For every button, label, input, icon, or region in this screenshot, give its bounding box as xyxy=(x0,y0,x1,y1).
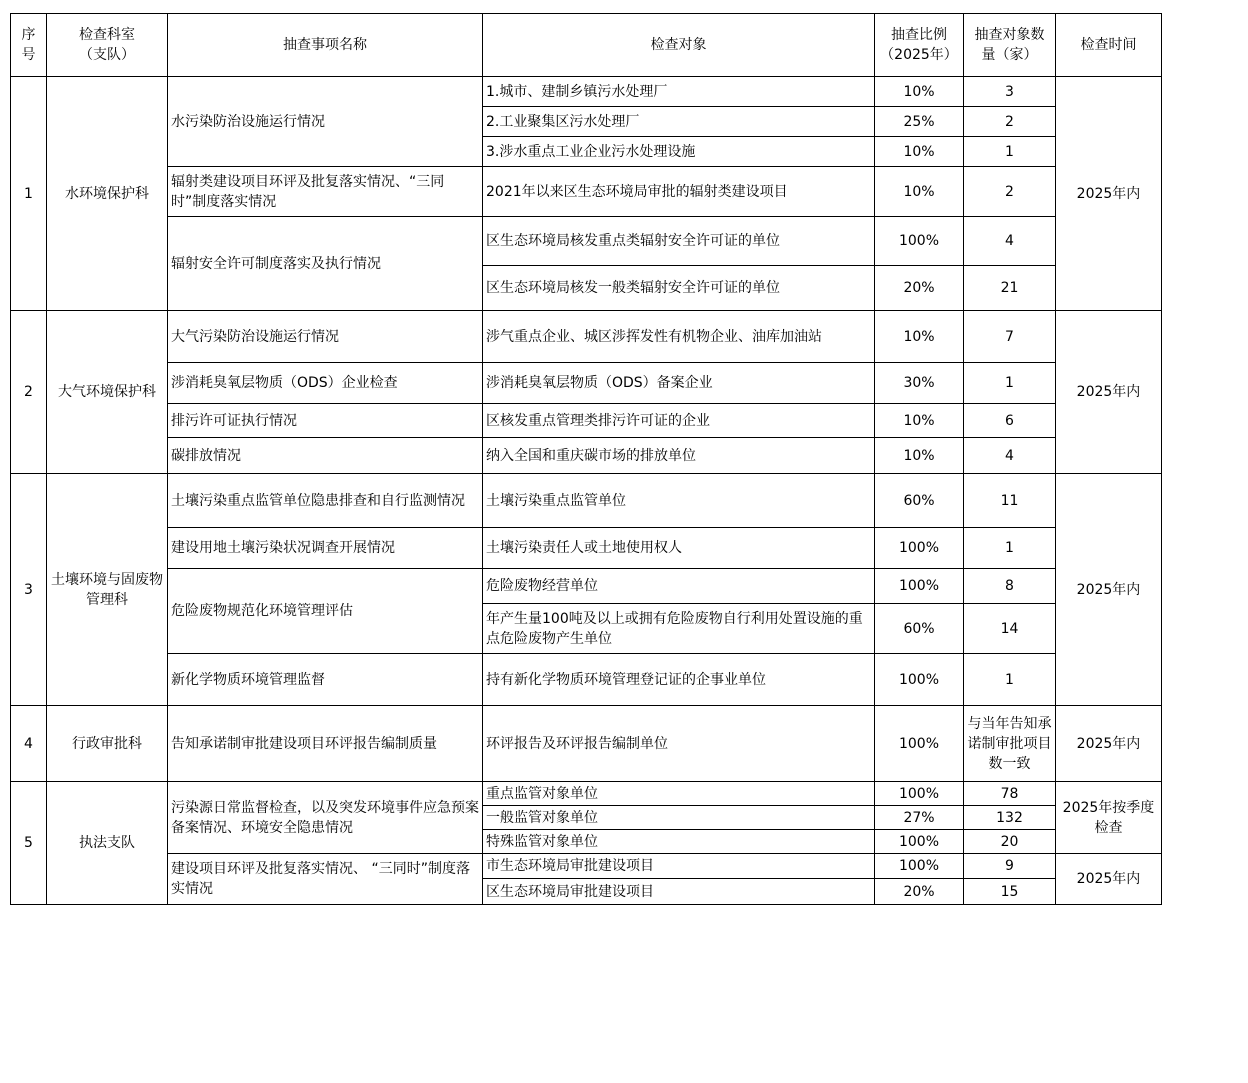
item-name-cell: 大气污染防治设施运行情况 xyxy=(168,311,483,363)
table-row xyxy=(11,706,1162,782)
dept-cell: 行政审批科 xyxy=(47,706,168,782)
item-name-cell: 新化学物质环境管理监督 xyxy=(168,654,483,706)
ratio-cell: 100% xyxy=(875,654,964,706)
count-cell: 3 xyxy=(964,77,1056,107)
ratio-cell: 20% xyxy=(875,266,964,311)
ratio-cell: 10% xyxy=(875,77,964,107)
target-cell: 市生态环境局审批建设项目 xyxy=(483,854,875,879)
ratio-cell: 60% xyxy=(875,474,964,528)
target-cell: 涉消耗臭氧层物质（ODS）备案企业 xyxy=(483,363,875,404)
table-row xyxy=(11,528,1162,569)
table-row xyxy=(11,77,1162,107)
table-row xyxy=(11,404,1162,438)
ratio-cell: 27% xyxy=(875,806,964,830)
count-cell: 11 xyxy=(964,474,1056,528)
count-cell: 1 xyxy=(964,137,1056,167)
table-row xyxy=(11,438,1162,474)
count-cell: 9 xyxy=(964,854,1056,879)
table-row xyxy=(11,363,1162,404)
ratio-cell: 30% xyxy=(875,363,964,404)
item-name-cell: 告知承诺制审批建设项目环评报告编制质量 xyxy=(168,706,483,782)
target-cell: 持有新化学物质环境管理登记证的企事业单位 xyxy=(483,654,875,706)
item-name-cell: 污染源日常监督检查，以及突发环境事件应急预案备案情况、环境安全隐患情况 xyxy=(168,782,483,854)
count-cell: 1 xyxy=(964,363,1056,404)
item-name-cell: 土壤污染重点监管单位隐患排查和自行监测情况 xyxy=(168,474,483,528)
target-cell: 一般监管对象单位 xyxy=(483,806,875,830)
item-name-cell: 辐射安全许可制度落实及执行情况 xyxy=(168,217,483,311)
header-seq: 序 号 xyxy=(11,14,47,77)
ratio-cell: 25% xyxy=(875,107,964,137)
table-row xyxy=(11,217,1162,266)
target-cell: 纳入全国和重庆碳市场的排放单位 xyxy=(483,438,875,474)
ratio-cell: 10% xyxy=(875,438,964,474)
time-cell: 2025年内 xyxy=(1056,474,1162,706)
item-name-cell: 碳排放情况 xyxy=(168,438,483,474)
target-cell: 2.工业聚集区污水处理厂 xyxy=(483,107,875,137)
ratio-cell: 10% xyxy=(875,167,964,217)
ratio-cell: 100% xyxy=(875,569,964,604)
item-name-cell: 排污许可证执行情况 xyxy=(168,404,483,438)
item-name-cell: 建设用地土壤污染状况调查开展情况 xyxy=(168,528,483,569)
time-cell: 2025年内 xyxy=(1056,77,1162,311)
item-name-cell: 危险废物规范化环境管理评估 xyxy=(168,569,483,654)
dept-cell: 土壤环境与固废物管理科 xyxy=(47,474,168,706)
target-cell: 区生态环境局核发重点类辐射安全许可证的单位 xyxy=(483,217,875,266)
header-time: 检查时间 xyxy=(1056,14,1162,77)
header-target: 检查对象 xyxy=(483,14,875,77)
target-cell: 涉气重点企业、城区涉挥发性有机物企业、油库加油站 xyxy=(483,311,875,363)
ratio-cell: 100% xyxy=(875,854,964,879)
dept-cell: 大气环境保护科 xyxy=(47,311,168,474)
target-cell: 危险废物经营单位 xyxy=(483,569,875,604)
count-cell: 2 xyxy=(964,107,1056,137)
count-cell: 6 xyxy=(964,404,1056,438)
target-cell: 区生态环境局审批建设项目 xyxy=(483,879,875,905)
time-cell: 2025年按季度检查 xyxy=(1056,782,1162,854)
count-cell: 2 xyxy=(964,167,1056,217)
item-name-cell: 涉消耗臭氧层物质（ODS）企业检查 xyxy=(168,363,483,404)
time-cell: 2025年内 xyxy=(1056,311,1162,474)
seq-cell: 5 xyxy=(11,782,47,905)
dept-cell: 执法支队 xyxy=(47,782,168,905)
target-cell: 年产生量100吨及以上或拥有危险废物自行利用处置设施的重点危险废物产生单位 xyxy=(483,604,875,654)
table-row xyxy=(11,167,1162,217)
seq-cell: 1 xyxy=(11,77,47,311)
ratio-cell: 100% xyxy=(875,706,964,782)
count-cell: 1 xyxy=(964,654,1056,706)
target-cell: 土壤污染重点监管单位 xyxy=(483,474,875,528)
target-cell: 1.城市、建制乡镇污水处理厂 xyxy=(483,77,875,107)
ratio-cell: 20% xyxy=(875,879,964,905)
ratio-cell: 60% xyxy=(875,604,964,654)
item-name-cell: 辐射类建设项目环评及批复落实情况、“三同时”制度落实情况 xyxy=(168,167,483,217)
header-item: 抽查事项名称 xyxy=(168,14,483,77)
count-cell: 21 xyxy=(964,266,1056,311)
ratio-cell: 100% xyxy=(875,830,964,854)
seq-cell: 4 xyxy=(11,706,47,782)
count-cell: 7 xyxy=(964,311,1056,363)
header-dept: 检查科室 （支队） xyxy=(47,14,168,77)
target-cell: 区生态环境局核发一般类辐射安全许可证的单位 xyxy=(483,266,875,311)
time-cell: 2025年内 xyxy=(1056,706,1162,782)
header-row xyxy=(11,14,1162,77)
count-cell: 4 xyxy=(964,438,1056,474)
table-row xyxy=(11,311,1162,363)
target-cell: 区核发重点管理类排污许可证的企业 xyxy=(483,404,875,438)
seq-cell: 3 xyxy=(11,474,47,706)
count-cell: 78 xyxy=(964,782,1056,806)
ratio-cell: 100% xyxy=(875,782,964,806)
count-cell: 8 xyxy=(964,569,1056,604)
dept-cell: 水环境保护科 xyxy=(47,77,168,311)
inspection-table xyxy=(10,13,1162,905)
count-cell: 15 xyxy=(964,879,1056,905)
ratio-cell: 10% xyxy=(875,137,964,167)
target-cell: 3.涉水重点工业企业污水处理设施 xyxy=(483,137,875,167)
item-name-cell: 水污染防治设施运行情况 xyxy=(168,77,483,167)
count-cell: 与当年告知承诺制审批项目数一致 xyxy=(964,706,1056,782)
ratio-cell: 100% xyxy=(875,528,964,569)
table-row xyxy=(11,782,1162,806)
target-cell: 环评报告及环评报告编制单位 xyxy=(483,706,875,782)
count-cell: 20 xyxy=(964,830,1056,854)
count-cell: 4 xyxy=(964,217,1056,266)
table-row xyxy=(11,854,1162,879)
target-cell: 特殊监管对象单位 xyxy=(483,830,875,854)
count-cell: 132 xyxy=(964,806,1056,830)
target-cell: 重点监管对象单位 xyxy=(483,782,875,806)
ratio-cell: 10% xyxy=(875,404,964,438)
target-cell: 2021年以来区生态环境局审批的辐射类建设项目 xyxy=(483,167,875,217)
item-name-cell: 建设项目环评及批复落实情况、 “三同时”制度落实情况 xyxy=(168,854,483,905)
target-cell: 土壤污染责任人或土地使用权人 xyxy=(483,528,875,569)
table-row xyxy=(11,569,1162,604)
header-ratio: 抽查比例 （2025年） xyxy=(875,14,964,77)
ratio-cell: 100% xyxy=(875,217,964,266)
ratio-cell: 10% xyxy=(875,311,964,363)
table-row xyxy=(11,474,1162,528)
header-count: 抽查对象数 量（家） xyxy=(964,14,1056,77)
count-cell: 14 xyxy=(964,604,1056,654)
time-cell: 2025年内 xyxy=(1056,854,1162,905)
count-cell: 1 xyxy=(964,528,1056,569)
table-row xyxy=(11,654,1162,706)
seq-cell: 2 xyxy=(11,311,47,474)
